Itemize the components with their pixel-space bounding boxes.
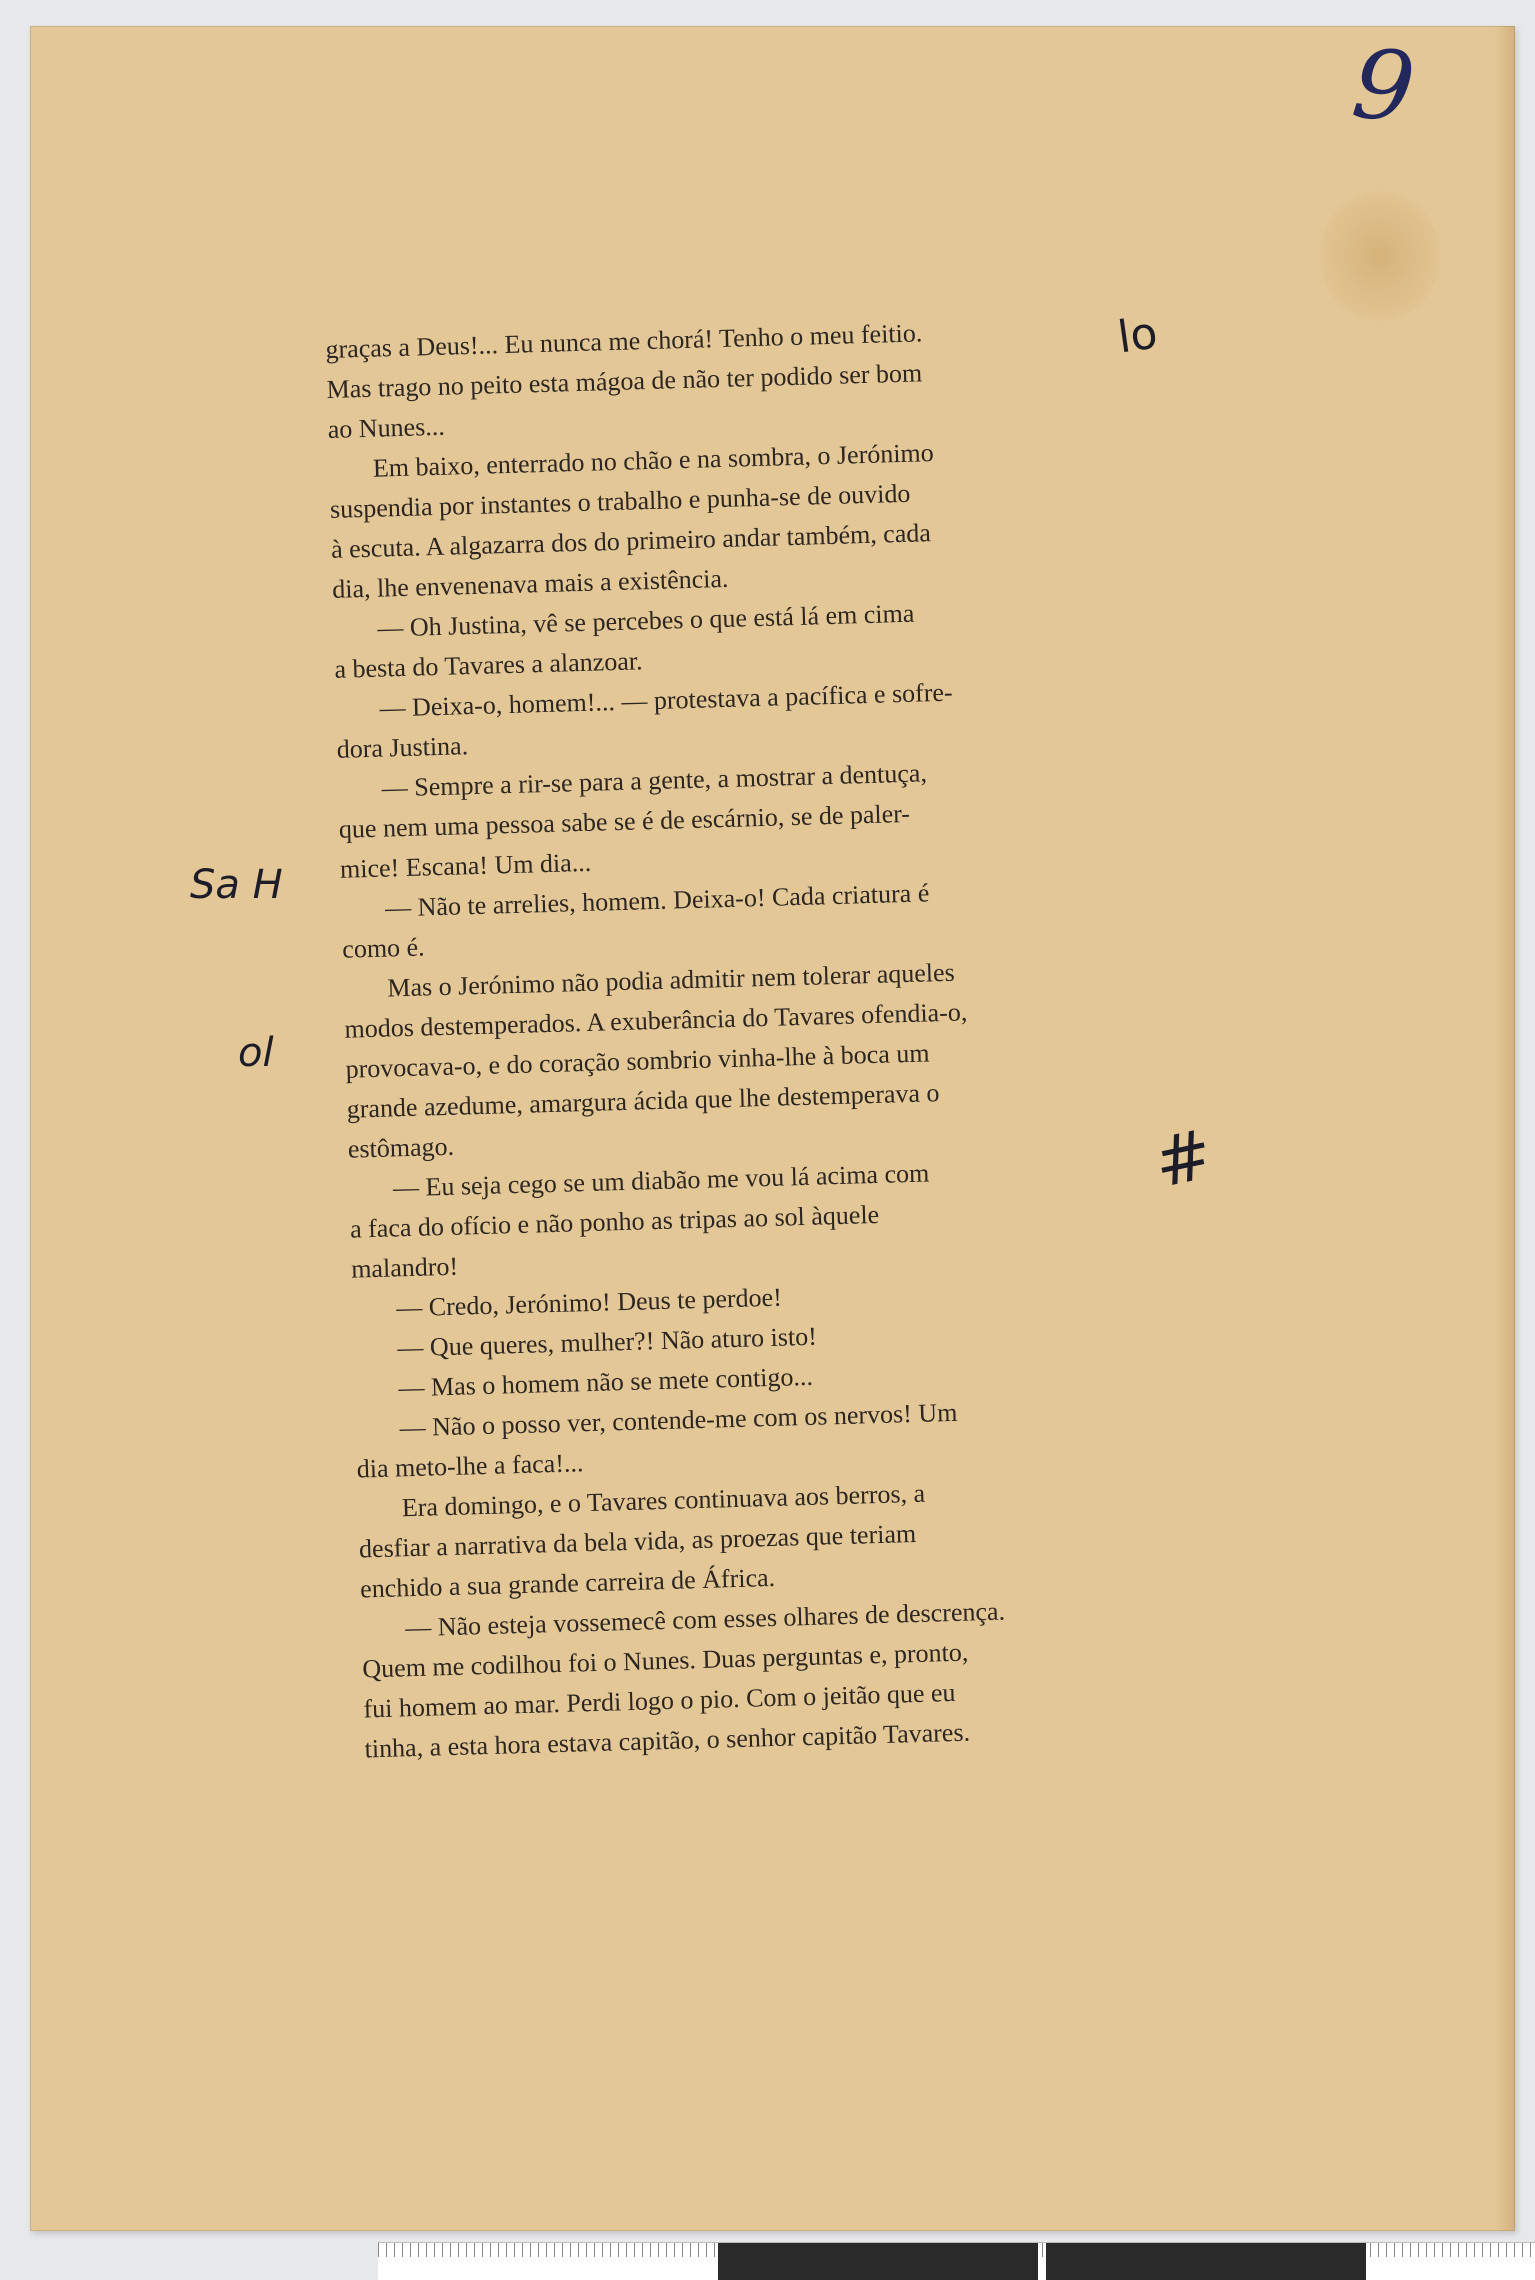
margin-note-left-1: Sa H bbox=[190, 862, 283, 908]
text-line: como é. bbox=[341, 932, 425, 964]
text-line: grande azedume, amargura ácida que lhe destemperava o bbox=[346, 1078, 940, 1124]
text-line: a besta do Tavares a alanzoar. bbox=[334, 646, 643, 684]
text-line: suspendia por instantes o trabalho e punha-se de ouvido bbox=[329, 478, 911, 524]
margin-note-left-2: ol bbox=[238, 1030, 274, 1076]
text-line: fui homem ao mar. Perdi logo o pio. Com o jeitão que eu bbox=[363, 1677, 956, 1724]
text-line: — Mas o homem não se mete contigo... bbox=[398, 1361, 814, 1403]
text-line: que nem uma pessoa sabe se é de escárnio, se de paler- bbox=[338, 798, 911, 844]
text-line: mice! Escana! Um dia... bbox=[339, 847, 592, 884]
margin-note-right: # bbox=[1147, 1114, 1220, 1205]
paper-edge bbox=[1495, 26, 1515, 2231]
text-line: enchido a sua grande carreira de África. bbox=[359, 1562, 776, 1604]
text-line: — Não te arrelies, homem. Deixa-o! Cada criatura é bbox=[384, 878, 930, 923]
text-line: dia, lhe envenenava mais a existência. bbox=[331, 563, 729, 604]
text-line: Em baixo, enterrado no chão e na sombra, o Jerónimo bbox=[372, 438, 935, 483]
text-line: Mas trago no peito esta mágoa de não ter podido ser bom bbox=[326, 358, 923, 404]
scale-ruler bbox=[378, 2242, 1535, 2280]
text-line: dia meto-lhe a faca!... bbox=[356, 1448, 584, 1484]
text-line: — Sempre a rir-se para a gente, a mostrar a dentuça, bbox=[381, 758, 928, 803]
text-line: estômago. bbox=[347, 1131, 455, 1164]
text-line: Mas o Jerónimo não podia admitir nem tolerar aqueles bbox=[386, 957, 956, 1003]
text-line: malandro! bbox=[350, 1251, 459, 1284]
page-number: 9 bbox=[1347, 27, 1420, 145]
text-line: Era domingo, e o Tavares continuava aos berros, a bbox=[401, 1478, 926, 1523]
text-line: à escuta. A algazarra dos do primeiro andar também, cada bbox=[330, 518, 932, 564]
text-line: modos destemperados. A exuberância do Tavares ofendia-o, bbox=[344, 997, 968, 1044]
text-line: provocava-o, e do coração sombrio vinha-lhe à boca um bbox=[345, 1038, 930, 1084]
text-line: — Não esteja vossemecê com esses olhares de descrença. bbox=[404, 1596, 1006, 1643]
text-line: a faca do ofício e não ponho as tripas ao sol àquele bbox=[349, 1199, 880, 1244]
text-line: graças a Deus!... Eu nunca me chorá! Tenho o meu feitio. bbox=[325, 318, 923, 364]
paper-stain bbox=[1320, 191, 1440, 321]
body-text bbox=[325, 309, 1135, 1770]
text-line: — Oh Justina, vê se percebes o que está lá em cima bbox=[376, 598, 915, 643]
text-line: tinha, a esta hora estava capitão, o senhor capitão Tavares. bbox=[364, 1717, 971, 1764]
text-line: dora Justina. bbox=[336, 731, 469, 764]
text-line: — Que queres, mulher?! Não aturo isto! bbox=[397, 1321, 818, 1363]
text-line: Quem me codilhou foi o Nunes. Duas perguntas e, pronto, bbox=[361, 1637, 969, 1684]
ruler-block bbox=[718, 2243, 1038, 2280]
margin-note-top: lo bbox=[1114, 307, 1161, 364]
text-line: — Credo, Jerónimo! Deus te perdoe! bbox=[395, 1282, 783, 1323]
text-line: — Eu seja cego se um diabão me vou lá acima com bbox=[392, 1158, 930, 1203]
ruler-block bbox=[1046, 2243, 1366, 2280]
text-line: ao Nunes... bbox=[327, 411, 446, 444]
text-line: desfiar a narrativa da bela vida, as proezas que teriam bbox=[358, 1518, 917, 1564]
text-line: — Deixa-o, homem!... — protestava a pacífica e sofre- bbox=[379, 677, 953, 723]
text-line: — Não o posso ver, contende-me com os nervos! Um bbox=[399, 1397, 958, 1443]
